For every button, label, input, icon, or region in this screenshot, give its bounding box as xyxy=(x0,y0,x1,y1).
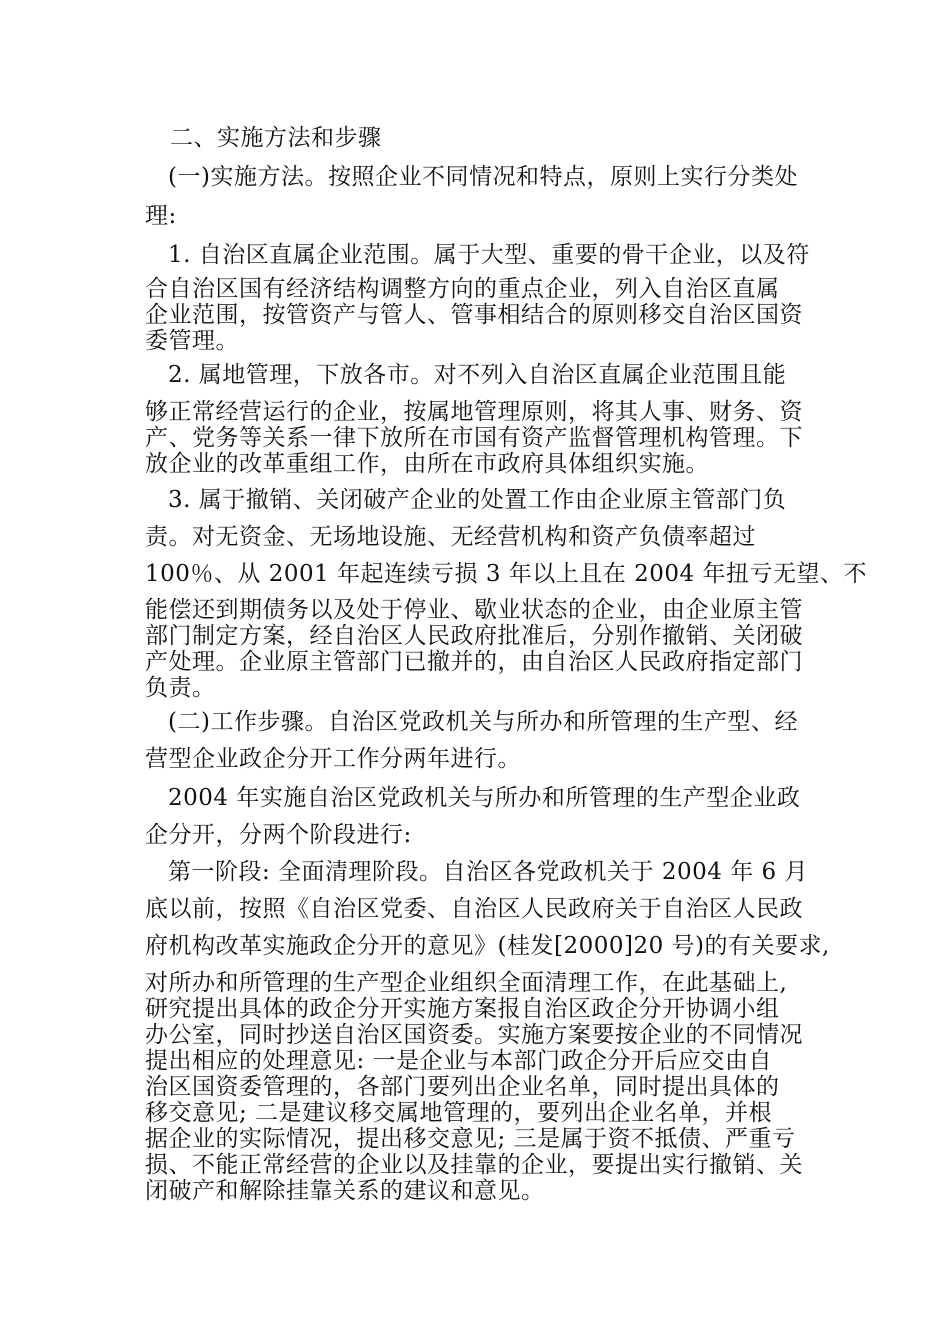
paragraph-line: 3. 属于撤销、关闭破产企业的处置工作由企业原主管部门负 xyxy=(168,487,787,513)
paragraph-line: 2. 属地管理，下放各市。对不列入自治区直属企业范围且能 xyxy=(168,362,787,388)
paragraph-line: 合自治区国有经济结构调整方向的重点企业，列入自治区直属 xyxy=(145,276,780,302)
paragraph-line: 产、党务等关系一律下放所在市国有资产监督管理机构管理。下 xyxy=(145,425,803,451)
paragraph-line: 办公室，同时抄送自治区国资委。实施方案要按企业的不同情况 xyxy=(145,1022,803,1048)
paragraph-line: (一)实施方法。按照企业不同情况和特点，原则上实行分类处 xyxy=(168,164,798,190)
paragraph-line: 提出相应的处理意见: 一是企业与本部门政企分开后应交由自 xyxy=(145,1048,773,1074)
paragraph-line: 营型企业政企分开工作分两年进行。 xyxy=(145,746,521,772)
paragraph-line: 据企业的实际情况，提出移交意见; 三是属于资不抵债、严重亏 xyxy=(145,1126,796,1152)
paragraph-line: 企业范围，按管资产与管人、管事相结合的原则移交自治区国资 xyxy=(145,302,803,328)
paragraph-line: 部门制定方案，经自治区人民政府批准后，分别作撤销、关闭破 xyxy=(145,623,803,649)
paragraph-line: 2004 年实施自治区党政机关与所办和所管理的生产型企业政 xyxy=(168,785,801,811)
paragraph-line: 够正常经营运行的企业，按属地管理原则，将其人事、财务、资 xyxy=(145,399,803,425)
paragraph-line: 底以前，按照《自治区党委、自治区人民政府关于自治区人民政 xyxy=(145,896,803,922)
paragraph-line: 100％、从 2001 年起连续亏损 3 年以上且在 2004 年扭亏无望、不 xyxy=(145,561,867,587)
paragraph-line: 第一阶段: 全面清理阶段。自治区各党政机关于 2004 年 6 月 xyxy=(168,859,808,885)
paragraph-line: 责。对无资金、无场地设施、无经营机构和资产负债率超过 xyxy=(145,524,756,550)
paragraph-line: 移交意见; 二是建议移交属地管理的，要列出企业名单，并根 xyxy=(145,1100,773,1126)
paragraph-line: 损、不能正常经营的企业以及挂靠的企业，要提出实行撤销、关 xyxy=(145,1152,803,1178)
paragraph-line: 企分开，分两个阶段进行: xyxy=(145,822,412,848)
paragraph-line: 理: xyxy=(145,203,177,229)
section-heading: 二、实施方法和步骤 xyxy=(170,125,382,151)
paragraph-line: 能偿还到期债务以及处于停业、歇业状态的企业，由企业原主管 xyxy=(145,597,803,623)
paragraph-line: 委管理。 xyxy=(145,328,239,354)
paragraph-line: 治区国资委管理的，各部门要列出企业名单，同时提出具体的 xyxy=(145,1074,780,1100)
paragraph-line: 对所办和所管理的生产型企业组织全面清理工作，在此基础上, xyxy=(145,970,788,996)
paragraph-line: 1. 自治区直属企业范围。属于大型、重要的骨干企业，以及符 xyxy=(168,242,810,268)
paragraph-line: 产处理。企业原主管部门已撤并的，由自治区人民政府指定部门 xyxy=(145,649,803,675)
paragraph-line: 闭破产和解除挂靠关系的建议和意见。 xyxy=(145,1178,545,1204)
paragraph-line: 研究提出具体的政企分开实施方案报自治区政企分开协调小组 xyxy=(145,996,780,1022)
paragraph-line: 负责。 xyxy=(145,675,216,701)
paragraph-line: 府机构改革实施政企分开的意见》(桂发[2000]20 号)的有关要求, xyxy=(145,933,830,959)
paragraph-line: 放企业的改革重组工作，由所在市政府具体组织实施。 xyxy=(145,451,709,477)
paragraph-line: (二)工作步骤。自治区党政机关与所办和所管理的生产型、经 xyxy=(168,709,798,735)
